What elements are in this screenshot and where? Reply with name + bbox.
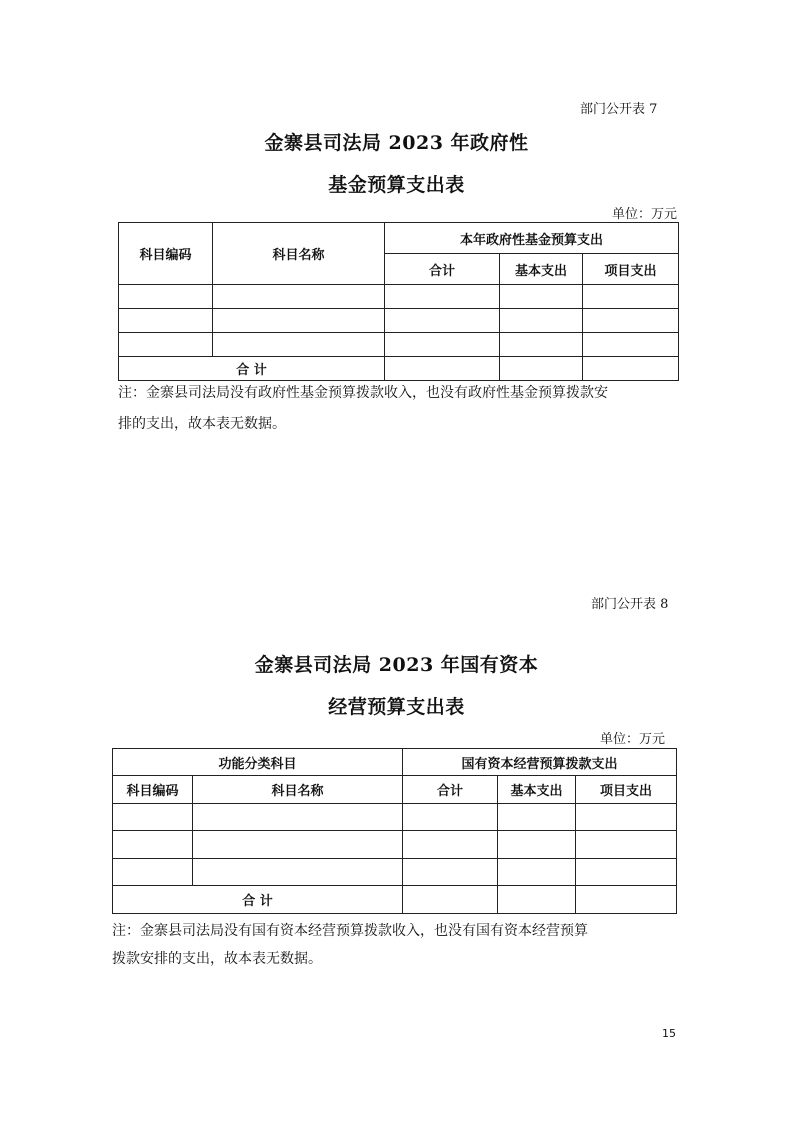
table7-title-line1: 金寨县司法局 2023 年政府性 bbox=[264, 132, 529, 154]
header-project: 项目支出 bbox=[583, 254, 679, 285]
header-group: 国有资本经营预算拨款支出 bbox=[403, 749, 677, 776]
header-group: 本年政府性基金预算支出 bbox=[385, 223, 679, 254]
table8-title-line2: 经营预算支出表 bbox=[328, 696, 465, 718]
table8-note-line2: 拨款安排的支出，故本表无数据。 bbox=[112, 951, 322, 967]
header-total: 合计 bbox=[385, 254, 500, 285]
table7-label: 部门公开表 7 bbox=[580, 102, 658, 117]
total-row-label: 合 计 bbox=[119, 357, 385, 381]
table8-note-line1: 注：金寨县司法局没有国有资本经营预算拨款收入，也没有国有资本经营预算 bbox=[112, 923, 588, 939]
table-row bbox=[113, 804, 677, 831]
table8-title-line1: 金寨县司法局 2023 年国有资本 bbox=[254, 654, 539, 676]
table-row bbox=[119, 309, 679, 333]
table8-note bbox=[112, 917, 692, 973]
header-basic: 基本支出 bbox=[498, 776, 576, 804]
table7-title-line2: 基金预算支出表 bbox=[328, 174, 465, 196]
table-row bbox=[113, 859, 677, 886]
header-code: 科目编码 bbox=[113, 776, 193, 804]
table7-note-line1: 注：金寨县司法局没有政府性基金预算拨款收入，也没有政府性基金预算拨款安 bbox=[118, 385, 608, 401]
table8-label: 部门公开表 8 bbox=[591, 597, 669, 612]
table7-note-line2: 排的支出，故本表无数据。 bbox=[118, 416, 286, 432]
header-name: 科目名称 bbox=[213, 223, 385, 285]
header-basic: 基本支出 bbox=[500, 254, 583, 285]
table7-unit: 单位：万元 bbox=[612, 207, 678, 222]
header-name: 科目名称 bbox=[193, 776, 403, 804]
table-row bbox=[113, 831, 677, 859]
header-project: 项目支出 bbox=[576, 776, 677, 804]
header-total: 合计 bbox=[403, 776, 498, 804]
header-func-group: 功能分类科目 bbox=[113, 749, 403, 776]
table7-note bbox=[118, 378, 698, 440]
table-row bbox=[119, 333, 679, 357]
table7 bbox=[118, 222, 679, 381]
table8-unit: 单位：万元 bbox=[600, 732, 666, 747]
table8 bbox=[112, 748, 677, 914]
table-row bbox=[119, 285, 679, 309]
total-row-label: 合 计 bbox=[113, 886, 403, 914]
header-code: 科目编码 bbox=[119, 223, 213, 285]
page-number: 15 bbox=[662, 1027, 676, 1040]
